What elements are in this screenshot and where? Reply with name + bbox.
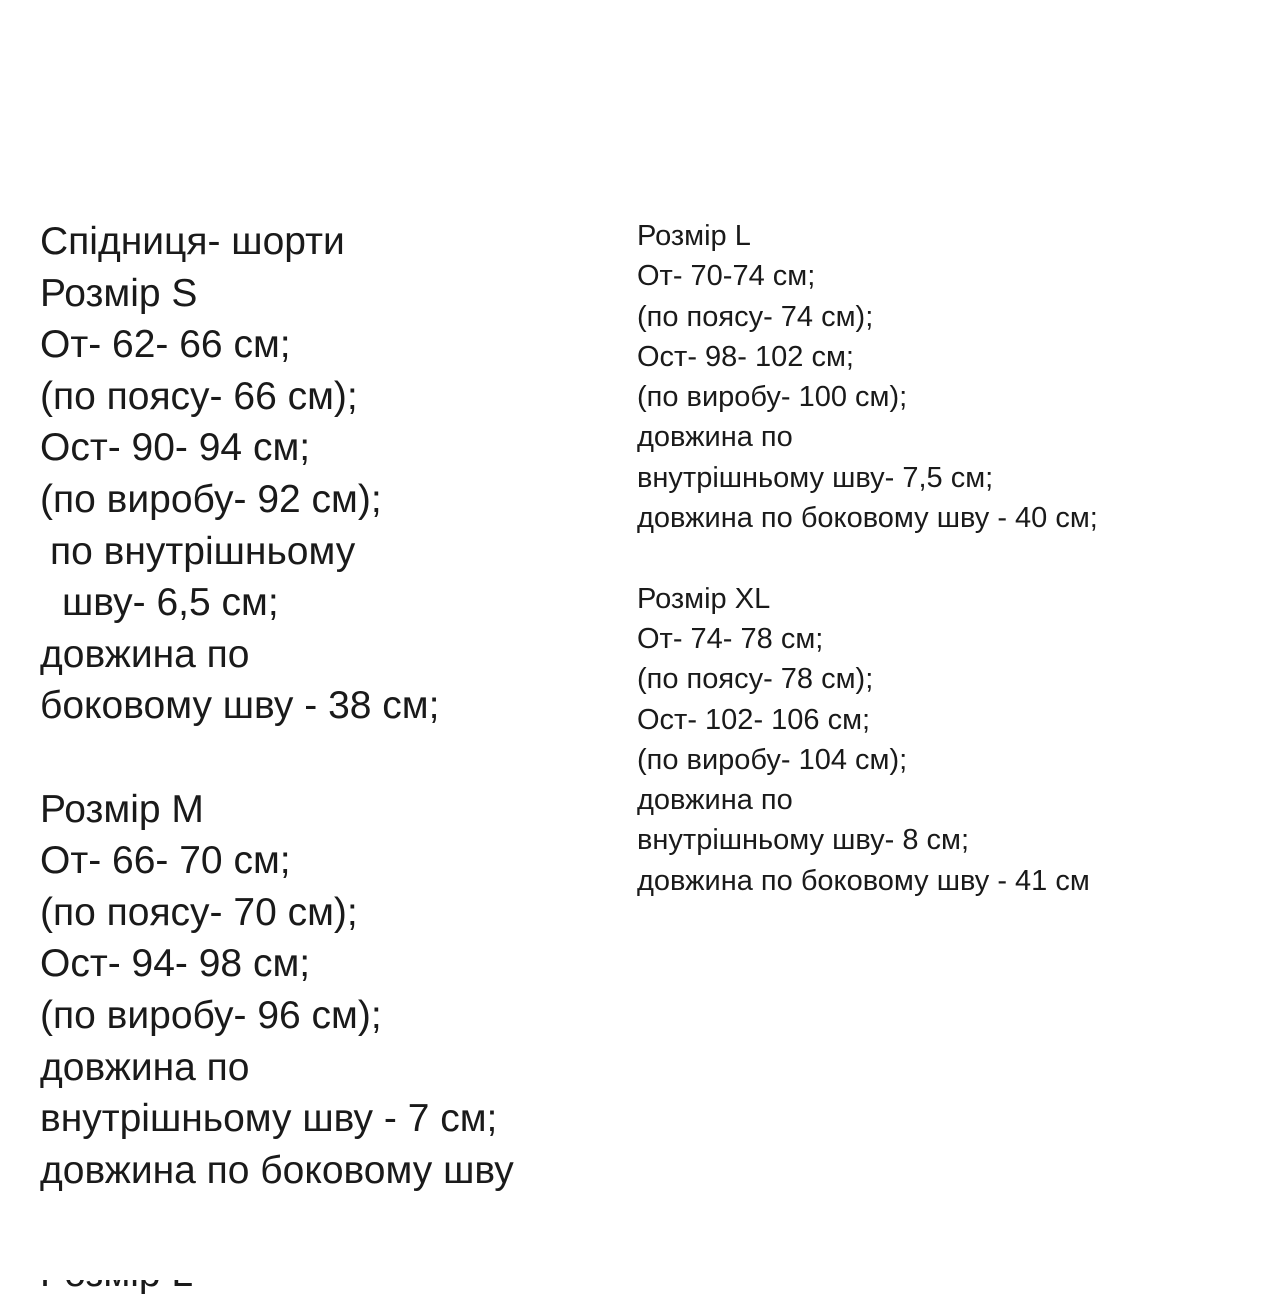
- size-m-line: От- 66- 70 см;: [40, 839, 291, 883]
- size-s-line: шву- 6,5 см;: [62, 581, 279, 625]
- size-xl-line: довжина по: [637, 784, 793, 817]
- spacer: [637, 538, 1257, 578]
- product-title: Спідниця- шорти: [40, 220, 345, 263]
- size-m-line: (по виробу- 96 см);: [40, 993, 382, 1037]
- size-s-heading: Розмір S: [40, 271, 198, 315]
- size-s-line: довжина по: [40, 632, 250, 676]
- size-l-line: довжина по боковому шву - 40 см;: [637, 502, 1098, 535]
- size-m-line: внутрішньому шву - 7 см;: [40, 1097, 498, 1141]
- size-l-line: Ост- 98- 102 см;: [637, 340, 854, 373]
- size-s-line: по внутрішньому: [50, 529, 356, 573]
- size-l-heading: Розмір L: [637, 220, 751, 252]
- size-s-line: От- 62- 66 см;: [40, 323, 291, 367]
- bottom-crop-edge: [0, 1252, 1280, 1280]
- spacer: [40, 1196, 610, 1248]
- size-xl-heading: Розмір XL: [637, 582, 771, 615]
- size-l-line: (по поясу- 74 см);: [637, 300, 874, 333]
- right-column: [637, 216, 1257, 901]
- size-l-line: довжина по: [637, 421, 793, 454]
- size-xl-line: Ост- 102- 106 см;: [637, 703, 871, 736]
- size-xl-line: внутрішньому шву- 8 см;: [637, 824, 970, 857]
- size-s-line: (по поясу- 66 см);: [40, 374, 358, 418]
- size-s-line: (по виробу- 92 см);: [40, 477, 382, 521]
- size-m-line: (по поясу- 70 см);: [40, 890, 358, 934]
- size-xl-line: (по виробу- 104 см);: [637, 743, 908, 776]
- size-m-line: довжина по: [40, 1045, 250, 1089]
- size-s-line: Ост- 90- 94 см;: [40, 426, 311, 470]
- size-xl-line: довжина по боковому шву - 41 см: [637, 864, 1090, 897]
- size-l-line: От- 70-74 см;: [637, 260, 816, 293]
- size-s-line: боковому шву - 38 см;: [40, 684, 440, 728]
- size-xl-line: От- 74- 78 см;: [637, 622, 824, 655]
- spacer: [40, 732, 610, 784]
- size-m-line: довжина по боковому шву: [40, 1148, 514, 1192]
- size-m-line: Ост- 94- 98 см;: [40, 942, 311, 986]
- size-l-line: внутрішньому шву- 7,5 см;: [637, 461, 994, 494]
- size-m-heading: Розмір M: [40, 787, 204, 831]
- size-xl-line: (по поясу- 78 см);: [637, 663, 874, 696]
- size-l-line: (по виробу- 100 см);: [637, 381, 908, 414]
- left-column: [40, 216, 610, 1299]
